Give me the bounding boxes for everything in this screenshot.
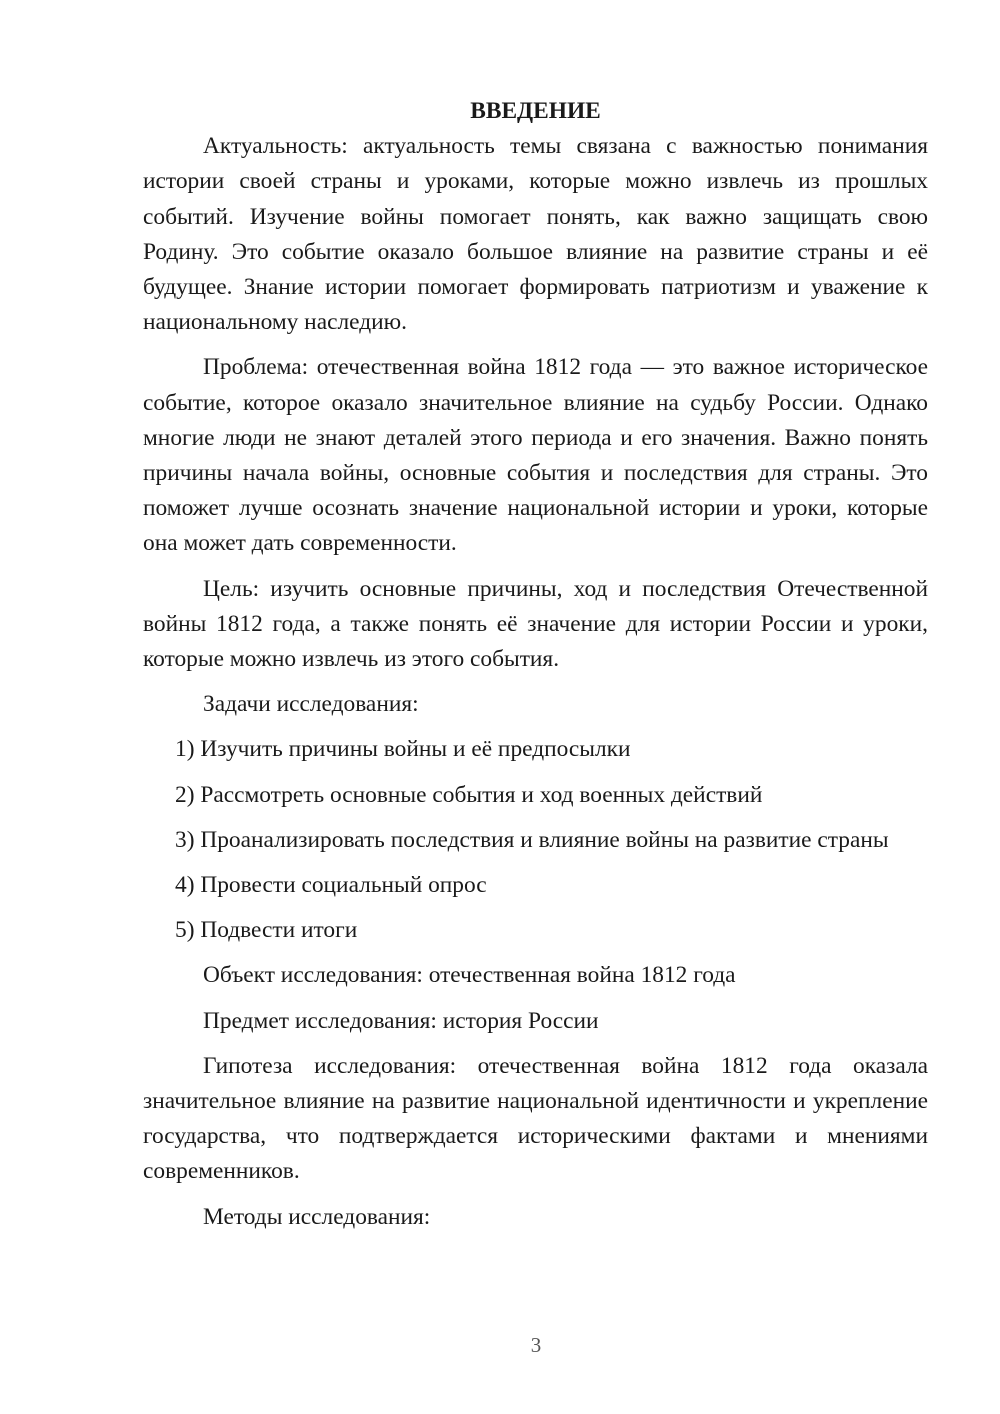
problem-paragraph: Проблема: отечественная война 1812 года — это важное историческое событие, которое оказало значительное влияние на судьбу России. Однако многие люди не знают деталей этого периода и его значения. Важно понять причины начала войны, основные события и последствия для страны. Это поможет лучше осознать значение национальной истории и уроки, которые она может дать современности. xyxy=(143,354,928,557)
goal-paragraph: Цель: изучить основные причины, ход и последствия Отечественной войны 1812 года, а также понять её значение для истории России и уроки, которые можно извлечь из этого события. xyxy=(143,575,928,673)
task-item-3: 3) Проанализировать последствия и влияние войны на развитие страны xyxy=(175,826,889,853)
methods-title: Методы исследования: xyxy=(203,1203,431,1230)
task-item-4: 4) Провести социальный опрос xyxy=(175,872,487,899)
task-item-1: 1) Изучить причины войны и её предпосылки xyxy=(175,736,631,763)
task-item-5: 5) Подвести итоги xyxy=(175,917,358,944)
tasks-title: Задачи исследования: xyxy=(203,691,419,718)
object-paragraph: Объект исследования: отечественная война 1812 года xyxy=(203,962,736,989)
section-heading: ВВЕДЕНИЕ xyxy=(470,98,601,124)
hypothesis-paragraph: Гипотеза исследования: отечественная война 1812 года оказала значительное влияние на развитие национальной идентичности и укрепление государства, что подтверждается историческими фактами и мнениями современников. xyxy=(143,1052,928,1185)
task-item-2: 2) Рассмотреть основные события и ход военных действий xyxy=(175,781,763,808)
relevance-paragraph: Актуальность: актуальность темы связана с важностью понимания истории своей страны и уроками, которые можно извлечь из прошлых событий. Изучение войны помогает понять, как важно защищать свою Родину. Это событие оказало большое влияние на развитие страны и её будущее. Знание истории помогает формировать патриотизм и уважение к национальному наследию. xyxy=(143,133,928,336)
document-body xyxy=(143,94,928,1235)
page-number: 3 xyxy=(530,1333,542,1357)
subject-paragraph: Предмет исследования: история России xyxy=(203,1007,599,1034)
